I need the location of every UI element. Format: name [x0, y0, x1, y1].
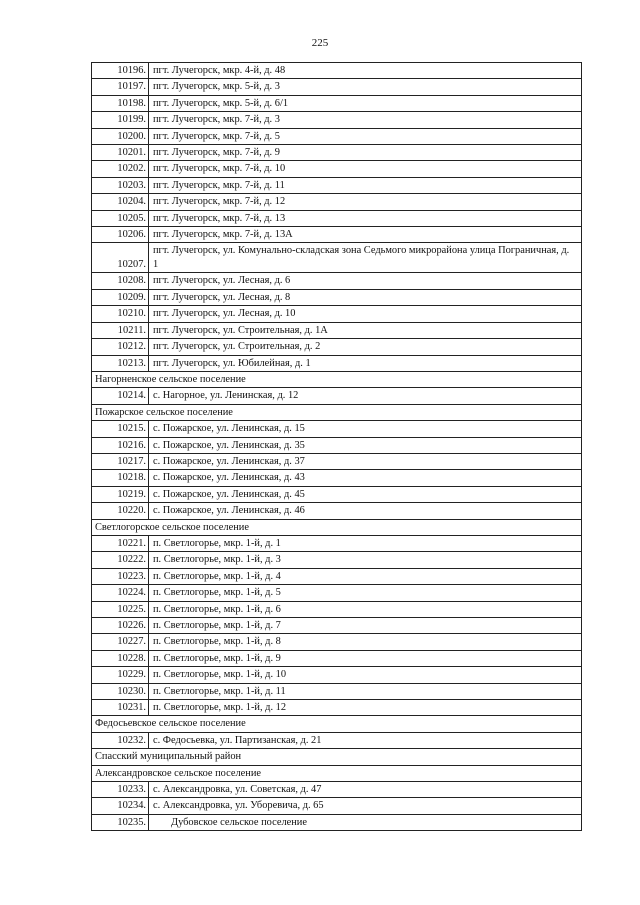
row-address: пгт. Лучегорск, ул. Строительная, д. 1А — [149, 322, 582, 338]
address-registry-table — [91, 62, 582, 831]
row-number: 10227. — [92, 634, 149, 650]
section-header-row — [92, 519, 582, 535]
table-row — [92, 470, 582, 486]
row-number: 10226. — [92, 618, 149, 634]
row-number: 10210. — [92, 306, 149, 322]
row-address: пгт. Лучегорск, ул. Лесная, д. 10 — [149, 306, 582, 322]
table-row — [92, 421, 582, 437]
table-row — [92, 355, 582, 371]
section-title: Нагорненское сельское поселение — [92, 371, 582, 387]
table-row — [92, 112, 582, 128]
table-row — [92, 145, 582, 161]
section-header-row — [92, 371, 582, 387]
section-title: Федосьевское сельское поселение — [92, 716, 582, 732]
row-address: п. Светлогорье, мкр. 1-й, д. 10 — [149, 667, 582, 683]
row-address: с. Федосьевка, ул. Партизанская, д. 21 — [149, 732, 582, 748]
row-address: с. Пожарское, ул. Ленинская, д. 37 — [149, 453, 582, 469]
row-number: 10222. — [92, 552, 149, 568]
row-address: п. Светлогорье, мкр. 1-й, д. 4 — [149, 568, 582, 584]
table-row — [92, 339, 582, 355]
row-address: п. Светлогорье, мкр. 1-й, д. 1 — [149, 535, 582, 551]
row-number: 10233. — [92, 782, 149, 798]
row-number: 10235. — [92, 814, 149, 830]
row-number: 10201. — [92, 145, 149, 161]
row-number: 10197. — [92, 79, 149, 95]
row-address: п. Светлогорье, мкр. 1-й, д. 8 — [149, 634, 582, 650]
row-address: п. Светлогорье, мкр. 1-й, д. 6 — [149, 601, 582, 617]
row-address: пгт. Лучегорск, мкр. 7-й, д. 10 — [149, 161, 582, 177]
row-number: 10216. — [92, 437, 149, 453]
table-row — [92, 63, 582, 79]
table-row — [92, 273, 582, 289]
table-row — [92, 634, 582, 650]
row-number: 10224. — [92, 585, 149, 601]
row-number: 10230. — [92, 683, 149, 699]
row-number: 10221. — [92, 535, 149, 551]
row-number: 10209. — [92, 289, 149, 305]
row-address: пгт. Лучегорск, мкр. 7-й, д. 13А — [149, 227, 582, 243]
row-address: пгт. Лучегорск, мкр. 4-й, д. 48 — [149, 63, 582, 79]
table-row — [92, 128, 582, 144]
row-number: 10204. — [92, 194, 149, 210]
row-number: 10229. — [92, 667, 149, 683]
row-address: пгт. Лучегорск, мкр. 7-й, д. 12 — [149, 194, 582, 210]
row-address: Дубовское сельское поселение — [149, 814, 582, 830]
table-row — [92, 601, 582, 617]
row-address: с. Пожарское, ул. Ленинская, д. 43 — [149, 470, 582, 486]
row-address: пгт. Лучегорск, мкр. 7-й, д. 13 — [149, 210, 582, 226]
row-address: п. Светлогорье, мкр. 1-й, д. 7 — [149, 618, 582, 634]
table-row — [92, 388, 582, 404]
table-row — [92, 814, 582, 830]
table-row — [92, 289, 582, 305]
section-title: Пожарское сельское поселение — [92, 404, 582, 420]
table-row — [92, 535, 582, 551]
row-number: 10232. — [92, 732, 149, 748]
row-address: с. Пожарское, ул. Ленинская, д. 46 — [149, 503, 582, 519]
table-row — [92, 453, 582, 469]
row-address: пгт. Лучегорск, мкр. 7-й, д. 9 — [149, 145, 582, 161]
row-address: пгт. Лучегорск, ул. Строительная, д. 2 — [149, 339, 582, 355]
row-number: 10215. — [92, 421, 149, 437]
row-address: с. Александровка, ул. Советская, д. 47 — [149, 782, 582, 798]
table-row — [92, 683, 582, 699]
row-address: п. Светлогорье, мкр. 1-й, д. 3 — [149, 552, 582, 568]
row-number: 10223. — [92, 568, 149, 584]
section-title: Александровское сельское поселение — [92, 765, 582, 781]
table-row — [92, 650, 582, 666]
table-row — [92, 798, 582, 814]
page-number: 225 — [311, 37, 329, 49]
row-address: с. Нагорное, ул. Ленинская, д. 12 — [149, 388, 582, 404]
table-row — [92, 486, 582, 502]
row-number: 10228. — [92, 650, 149, 666]
section-header-row — [92, 749, 582, 765]
section-header-row — [92, 765, 582, 781]
row-number: 10212. — [92, 339, 149, 355]
row-address: с. Пожарское, ул. Ленинская, д. 45 — [149, 486, 582, 502]
row-number: 10218. — [92, 470, 149, 486]
row-number: 10213. — [92, 355, 149, 371]
row-address: пгт. Лучегорск, ул. Юбилейная, д. 1 — [149, 355, 582, 371]
table-row — [92, 227, 582, 243]
table-row — [92, 194, 582, 210]
row-address: пгт. Лучегорск, мкр. 7-й, д. 3 — [149, 112, 582, 128]
table-row — [92, 306, 582, 322]
table-row — [92, 568, 582, 584]
row-number: 10202. — [92, 161, 149, 177]
row-number: 10199. — [92, 112, 149, 128]
row-number: 10207. — [92, 243, 149, 273]
section-header-row — [92, 716, 582, 732]
row-address: с. Александровка, ул. Уборевича, д. 65 — [149, 798, 582, 814]
table-row — [92, 95, 582, 111]
table-row — [92, 177, 582, 193]
table-row — [92, 667, 582, 683]
row-number: 10231. — [92, 700, 149, 716]
table-row — [92, 732, 582, 748]
table-row — [92, 700, 582, 716]
table-row — [92, 552, 582, 568]
row-number: 10203. — [92, 177, 149, 193]
row-address: пгт. Лучегорск, мкр. 7-й, д. 11 — [149, 177, 582, 193]
row-address: п. Светлогорье, мкр. 1-й, д. 5 — [149, 585, 582, 601]
table-row — [92, 79, 582, 95]
row-number: 10198. — [92, 95, 149, 111]
table-row — [92, 210, 582, 226]
section-header-row — [92, 404, 582, 420]
row-number: 10211. — [92, 322, 149, 338]
section-title: Спасский муниципальный район — [92, 749, 582, 765]
row-number: 10220. — [92, 503, 149, 519]
row-number: 10208. — [92, 273, 149, 289]
row-number: 10214. — [92, 388, 149, 404]
row-address: пгт. Лучегорск, ул. Лесная, д. 8 — [149, 289, 582, 305]
row-address: п. Светлогорье, мкр. 1-й, д. 12 — [149, 700, 582, 716]
table-row — [92, 618, 582, 634]
row-address: с. Пожарское, ул. Ленинская, д. 35 — [149, 437, 582, 453]
table-row — [92, 161, 582, 177]
registry-body — [92, 63, 582, 831]
row-address: п. Светлогорье, мкр. 1-й, д. 9 — [149, 650, 582, 666]
row-number: 10234. — [92, 798, 149, 814]
row-number: 10205. — [92, 210, 149, 226]
row-number: 10196. — [92, 63, 149, 79]
table-row — [92, 322, 582, 338]
row-number: 10219. — [92, 486, 149, 502]
row-address: пгт. Лучегорск, мкр. 7-й, д. 5 — [149, 128, 582, 144]
row-number: 10217. — [92, 453, 149, 469]
row-number: 10206. — [92, 227, 149, 243]
row-address: пгт. Лучегорск, мкр. 5-й, д. 6/1 — [149, 95, 582, 111]
table-row — [92, 782, 582, 798]
row-address: пгт. Лучегорск, мкр. 5-й, д. 3 — [149, 79, 582, 95]
table-row — [92, 503, 582, 519]
row-address: п. Светлогорье, мкр. 1-й, д. 11 — [149, 683, 582, 699]
row-number: 10225. — [92, 601, 149, 617]
row-address: пгт. Лучегорск, ул. Лесная, д. 6 — [149, 273, 582, 289]
table-row — [92, 437, 582, 453]
table-row — [92, 243, 582, 273]
table-row — [92, 585, 582, 601]
row-number: 10200. — [92, 128, 149, 144]
row-address: пгт. Лучегорск, ул. Комунально-складская зона Седьмого микрорайона улица Пограничная, д. 1 — [149, 243, 582, 273]
section-title: Светлогорское сельское поселение — [92, 519, 582, 535]
row-address: с. Пожарское, ул. Ленинская, д. 15 — [149, 421, 582, 437]
